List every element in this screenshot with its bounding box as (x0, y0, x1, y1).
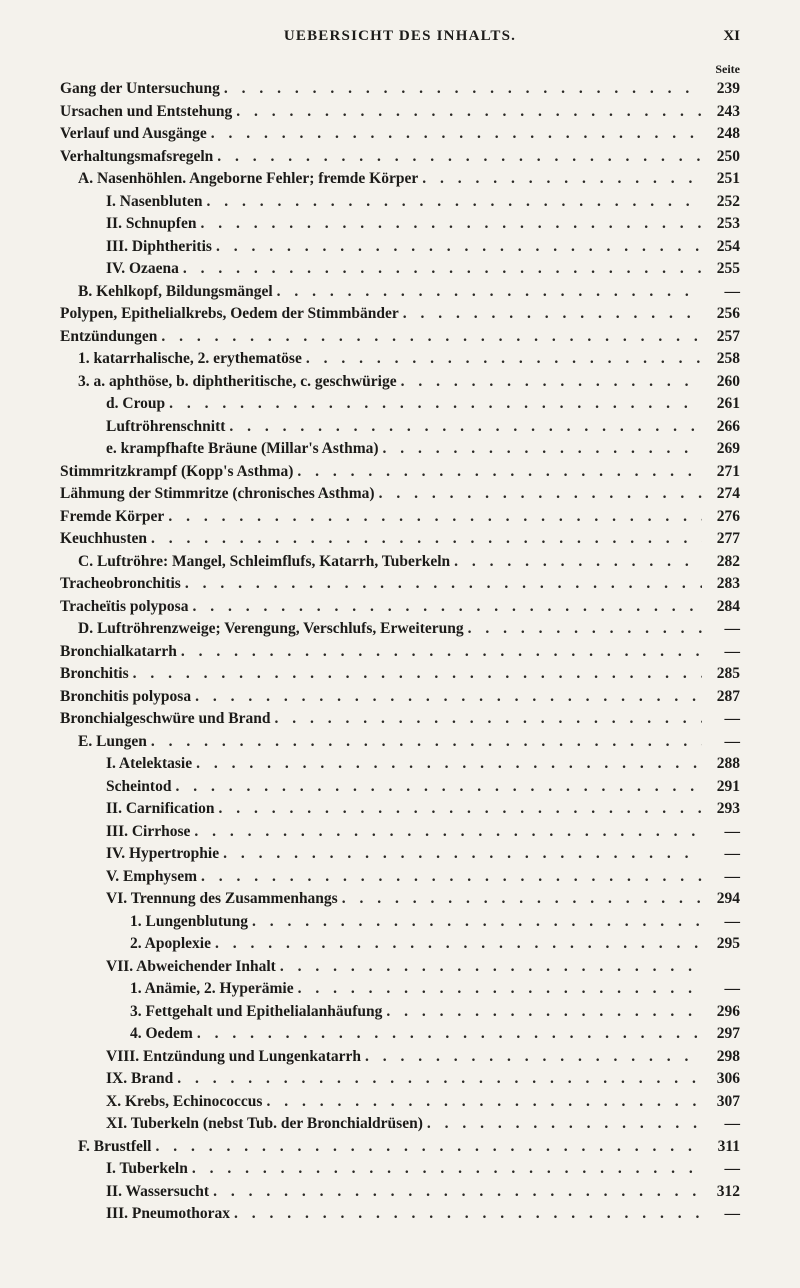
dot-leader (217, 146, 702, 169)
toc-entry (60, 1158, 740, 1181)
toc-entry-title: 2. Apoplexie (130, 935, 211, 952)
toc-entry-title: I. Tuberkeln (106, 1160, 188, 1177)
toc-entry-title: Bronchitis (60, 665, 129, 682)
toc-entry (60, 168, 740, 191)
toc-entry-title: III. Cirrhose (106, 822, 191, 840)
toc-entry-page: 277 (716, 530, 740, 547)
dot-leader (306, 348, 702, 371)
dot-leader (195, 686, 702, 709)
dot-leader (422, 168, 702, 191)
running-head (60, 28, 740, 50)
page-column-label: Seite (715, 62, 740, 76)
toc-entry (60, 618, 740, 641)
toc-entry-page: 239 (716, 80, 740, 97)
toc-entry (60, 483, 740, 506)
dot-leader (224, 78, 702, 101)
dot-leader (234, 1203, 702, 1226)
toc-entry (60, 753, 740, 776)
toc-entry (60, 933, 740, 956)
toc-entry-title: Verlauf und Ausgänge (60, 125, 207, 142)
dot-leader (297, 461, 702, 484)
toc-entry-page: 282 (716, 552, 740, 570)
dot-leader (219, 798, 703, 821)
toc-entry (60, 506, 740, 529)
toc-entry-title: IV. Ozaena (106, 260, 179, 277)
toc-entry-page: 243 (716, 102, 740, 120)
toc-entry-title: 1. Lungenblutung (130, 912, 249, 930)
dot-leader (365, 1046, 702, 1069)
toc-entry-title: Stimmritzkrampf (Kopp's Asthma) (60, 462, 294, 480)
dot-leader (454, 551, 702, 574)
toc-entry-page: 285 (716, 665, 740, 682)
toc-entry (60, 843, 740, 866)
toc-entry-page: 261 (716, 395, 740, 412)
toc-entry (60, 326, 740, 349)
dot-leader (383, 438, 702, 461)
toc-entry (60, 1001, 740, 1024)
toc-entry-page: 287 (716, 687, 740, 705)
running-head-title: UEBERSICHT DES INHALTS. (283, 28, 517, 44)
toc-entry-title: Luftröhrenschnitt (106, 417, 226, 435)
dot-leader (274, 708, 702, 731)
dot-leader (177, 1068, 702, 1091)
toc-entry-title: 3. Fettgehalt und Epithelialanhäufung (130, 1002, 383, 1020)
dot-leader (197, 1023, 702, 1046)
dot-leader (401, 371, 702, 394)
dot-leader (280, 956, 702, 979)
toc-entry-title: d. Croup (106, 395, 166, 412)
dot-leader (196, 753, 702, 776)
dot-leader (427, 1113, 702, 1136)
table-of-contents (60, 78, 740, 1226)
toc-entry (60, 146, 740, 169)
toc-entry-title: F. Brustfell (78, 1137, 152, 1155)
toc-entry-page: 294 (716, 890, 740, 907)
toc-entry-page: 283 (716, 575, 740, 592)
toc-entry-title: Polypen, Epithelialkrebs, Oedem der Stimmbänder (60, 305, 399, 322)
toc-entry (60, 303, 740, 326)
toc-entry (60, 348, 740, 371)
toc-entry-page: 312 (716, 1182, 740, 1200)
toc-entry-page: — (724, 845, 740, 862)
toc-entry-title: Bronchitis polyposa (60, 687, 192, 705)
toc-entry-title: VII. Abweichender Inhalt (106, 957, 276, 975)
toc-entry-title: C. Luftröhre: Mangel, Schleimflufs, Katarrh, Tuberkeln (78, 552, 451, 570)
toc-entry-page: — (724, 1115, 740, 1132)
dot-leader (206, 191, 702, 214)
dot-leader (185, 573, 702, 596)
toc-entry-title: VIII. Entzündung und Lungenkatarrh (106, 1047, 361, 1065)
toc-entry-title: I. Atelektasie (106, 755, 193, 772)
toc-entry-page: 248 (716, 125, 740, 142)
toc-entry-title: XI. Tuberkeln (nebst Tub. der Bronchialdrüsen) (106, 1115, 423, 1132)
toc-entry-title: Fremde Körper (60, 507, 165, 525)
dot-leader (403, 303, 702, 326)
toc-entry-title: III. Pneumothorax (106, 1205, 231, 1222)
toc-entry-page: 274 (716, 485, 740, 502)
toc-entry (60, 686, 740, 709)
toc-entry (60, 191, 740, 214)
toc-entry (60, 1068, 740, 1091)
dot-leader (200, 213, 702, 236)
dot-leader (151, 731, 702, 754)
toc-entry-page: — (724, 642, 740, 660)
toc-entry-page: 276 (716, 507, 740, 525)
toc-entry (60, 551, 740, 574)
toc-entry (60, 596, 740, 619)
dot-leader (223, 843, 702, 866)
toc-entry-title: 1. Anämie, 2. Hyperämie (130, 980, 294, 997)
toc-entry-page: — (724, 822, 740, 840)
toc-entry-page: — (724, 282, 740, 300)
dot-leader (194, 821, 702, 844)
toc-entry (60, 461, 740, 484)
toc-entry-page: 252 (716, 192, 740, 210)
toc-entry-page: 297 (716, 1025, 740, 1042)
toc-entry (60, 393, 740, 416)
toc-entry-title: X. Krebs, Echinococcus (106, 1092, 263, 1110)
toc-entry-title: Lähmung der Stimmritze (chronisches Asthma) (60, 485, 375, 502)
toc-entry-page: 288 (716, 755, 740, 772)
toc-entry-page: 295 (716, 935, 740, 952)
dot-leader (213, 1181, 702, 1204)
toc-entry (60, 956, 740, 979)
toc-entry-title: I. Nasenbluten (106, 192, 203, 210)
toc-entry-page: 260 (716, 372, 740, 390)
toc-entry-title: 1. katarrhalische, 2. erythematöse (78, 350, 302, 367)
toc-entry-page: — (724, 732, 740, 750)
dot-leader (133, 663, 702, 686)
toc-entry (60, 911, 740, 934)
toc-entry-title: Keuchhusten (60, 530, 147, 547)
toc-entry (60, 1113, 740, 1136)
toc-entry-title: E. Lungen (78, 732, 147, 750)
toc-entry (60, 1046, 740, 1069)
toc-entry-title: Scheintod (106, 777, 172, 795)
toc-entry (60, 528, 740, 551)
toc-entry (60, 78, 740, 101)
toc-entry-page: 253 (716, 215, 740, 232)
toc-entry-title: II. Carnification (106, 800, 215, 817)
toc-entry-title: A. Nasenhöhlen. Angeborne Fehler; fremde Körper (78, 170, 419, 187)
toc-entry (60, 101, 740, 124)
toc-entry-page: 269 (716, 440, 740, 457)
toc-entry (60, 776, 740, 799)
toc-entry (60, 123, 740, 146)
toc-entry-title: Ursachen und Entstehung (60, 102, 233, 120)
toc-entry (60, 663, 740, 686)
toc-entry-page: 255 (716, 260, 740, 277)
toc-entry-title: Gang der Untersuchung (60, 80, 220, 97)
toc-entry (60, 1181, 740, 1204)
toc-entry (60, 371, 740, 394)
toc-entry (60, 1091, 740, 1114)
toc-entry-title: 4. Oedem (130, 1025, 193, 1042)
toc-entry (60, 1136, 740, 1159)
dot-leader (342, 888, 702, 911)
toc-entry-page: 298 (716, 1047, 740, 1065)
toc-entry-title: Verhaltungsmafsregeln (60, 147, 214, 165)
dot-leader (155, 1136, 702, 1159)
toc-entry-title: Tracheïtis polyposa (60, 597, 189, 615)
dot-leader (379, 483, 702, 506)
toc-entry-title: IX. Brand (106, 1070, 174, 1087)
page-number: XI (723, 28, 740, 44)
toc-entry-title: II. Schnupfen (106, 215, 197, 232)
dot-leader (183, 258, 702, 281)
toc-entry-page: — (724, 710, 740, 727)
toc-entry-page: 257 (716, 327, 740, 345)
toc-entry-title: D. Luftröhrenzweige; Verengung, Verschlufs, Erweiterung (78, 620, 464, 637)
toc-entry-page: 250 (716, 147, 740, 165)
dot-leader (211, 123, 702, 146)
toc-entry-title: IV. Hypertrophie (106, 845, 220, 862)
dot-leader (236, 101, 702, 124)
dot-leader (386, 1001, 702, 1024)
toc-entry-page: 266 (716, 417, 740, 435)
toc-entry-page: — (724, 620, 740, 637)
toc-entry (60, 281, 740, 304)
toc-entry-page: 251 (716, 170, 740, 187)
dot-leader (468, 618, 702, 641)
toc-entry (60, 888, 740, 911)
toc-entry (60, 708, 740, 731)
toc-entry-page: 256 (716, 305, 740, 322)
toc-entry (60, 1023, 740, 1046)
toc-entry-page: 254 (716, 237, 740, 255)
toc-entry-title: Bronchialkatarrh (60, 642, 177, 660)
toc-entry-title: VI. Trennung des Zusammenhangs (106, 890, 338, 907)
toc-entry-page: — (724, 867, 740, 885)
toc-entry-title: Entzündungen (60, 327, 158, 345)
toc-entry-title: Tracheobronchitis (60, 575, 181, 592)
toc-entry (60, 1203, 740, 1226)
dot-leader (181, 641, 702, 664)
dot-leader (215, 933, 702, 956)
dot-leader (151, 528, 702, 551)
dot-leader (192, 596, 702, 619)
toc-entry-page: 271 (716, 462, 740, 480)
dot-leader (175, 776, 702, 799)
toc-entry-title: 3. a. aphthöse, b. diphtheritische, c. geschwürige (78, 372, 397, 390)
toc-entry (60, 438, 740, 461)
toc-entry (60, 978, 740, 1001)
dot-leader (277, 281, 702, 304)
toc-entry-page: 293 (716, 800, 740, 817)
toc-entry-page: — (724, 912, 740, 930)
toc-entry (60, 798, 740, 821)
toc-entry (60, 731, 740, 754)
toc-entry-page: — (724, 1160, 740, 1177)
dot-leader (201, 866, 702, 889)
dot-leader (266, 1091, 702, 1114)
dot-leader (252, 911, 702, 934)
toc-entry-page: 284 (716, 597, 740, 615)
toc-entry (60, 866, 740, 889)
dot-leader (216, 236, 702, 259)
toc-entry (60, 236, 740, 259)
dot-leader (192, 1158, 702, 1181)
toc-entry-page: 291 (716, 777, 740, 795)
toc-entry (60, 573, 740, 596)
toc-entry-title: III. Diphtheritis (106, 237, 212, 255)
toc-entry (60, 821, 740, 844)
dot-leader (161, 326, 702, 349)
toc-entry-title: e. krampfhafte Bräune (Millar's Asthma) (106, 440, 379, 457)
toc-entry-title: B. Kehlkopf, Bildungsmängel (78, 282, 273, 300)
toc-entry-page: — (724, 1205, 740, 1222)
toc-entry-page: 296 (716, 1002, 740, 1020)
toc-entry-page: 258 (716, 350, 740, 367)
toc-entry-title: II. Wassersucht (106, 1182, 210, 1200)
toc-entry (60, 416, 740, 439)
toc-entry (60, 258, 740, 281)
dot-leader (169, 393, 702, 416)
toc-entry-title: Bronchialgeschwüre und Brand (60, 710, 271, 727)
dot-leader (298, 978, 702, 1001)
toc-entry (60, 641, 740, 664)
toc-entry-page: 307 (716, 1092, 740, 1110)
dot-leader (168, 506, 702, 529)
dot-leader (229, 416, 702, 439)
toc-entry-title: V. Emphysem (106, 867, 198, 885)
toc-entry (60, 213, 740, 236)
toc-entry-page: — (724, 980, 740, 997)
toc-entry-page: 311 (717, 1137, 740, 1155)
toc-entry-page: 306 (716, 1070, 740, 1087)
